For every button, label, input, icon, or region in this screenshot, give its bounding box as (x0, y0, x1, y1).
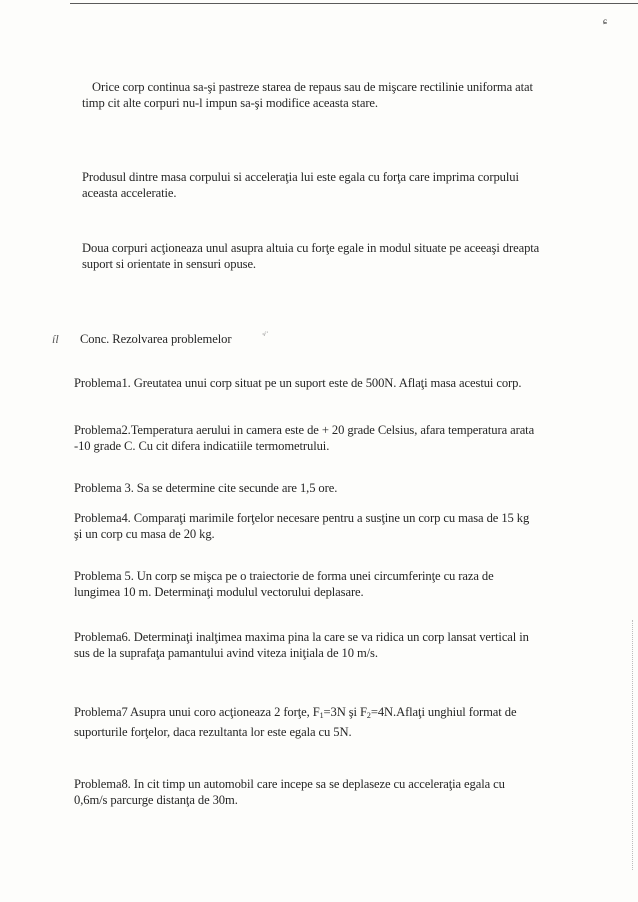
law3-line2: suport si orientate in sensuri opuse. (82, 257, 256, 271)
problem-6 (74, 629, 529, 661)
problem-7 (74, 704, 516, 740)
law2-line2: aceasta acceleratie. (82, 186, 177, 200)
problem-6-line2: sus de la suprafaţa pamantului avind viteza iniţiala de 10 m/s. (74, 646, 378, 660)
problem-6-line1: Problema6. Determinaţi inalţimea maxima pina la care se va ridica un corp lansat vertical in (74, 630, 529, 644)
law3-line1: Doua corpuri acţioneaza unul asupra altuia cu forţe egale in modul situate pe aceeaşi dreapta (82, 241, 540, 255)
problem-2-line2: -10 grade C. Cu cit difera indicatiile termometrului. (74, 439, 330, 453)
problem-3 (74, 480, 337, 496)
problem-8-line1: Problema8. In cit timp un automobil care incepe sa se deplaseze cu acceleraţia egala cu (74, 777, 505, 791)
law1-line1: Orice corp continua sa-şi pastreze starea de repaus sau de mişcare rectilinie uniforma atat (92, 80, 533, 94)
problem-3-line1: Problema 3. Sa se determine cite secunde are 1,5 ore. (74, 481, 338, 495)
force-2-subscript: 2 (366, 711, 371, 720)
corner-mark: ɕ (603, 16, 607, 26)
problem-8 (74, 776, 505, 808)
problem-5-line2: lungimea 10 m. Determinaţi modulul vectorului deplasare. (74, 585, 364, 599)
problem-2-line1: Problema2.Temperatura aerului in camera este de + 20 grade Celsius, afara temperatura arata (74, 423, 535, 437)
top-rule (70, 3, 638, 4)
law3-paragraph (82, 240, 539, 272)
problem-7-line2: suporturile forţelor, daca rezultanta lor este egala cu 5N. (74, 725, 352, 739)
problem-1 (74, 375, 521, 391)
side-note: ·ʲ˙ (262, 330, 268, 339)
margin-marker: íl (52, 332, 59, 346)
law1-line2: timp cit alte corpuri nu-l impun sa-şi modifice aceasta stare. (82, 96, 378, 110)
problem-8-line2: 0,6m/s parcurge distanţa de 30m. (74, 793, 238, 807)
section-heading-text: Conc. Rezolvarea problemelor (80, 332, 232, 346)
scan-edge (632, 620, 633, 870)
problem-7-line1-part-b: =3N şi F (323, 705, 367, 719)
problem-5 (74, 568, 494, 600)
section-heading (80, 331, 231, 347)
problem-2 (74, 422, 534, 454)
problem-4-line2: şi un corp cu masa de 20 kg. (74, 527, 215, 541)
problem-7-line1 (74, 704, 516, 724)
problem-7-line1-part-a: Problema7 Asupra unui coro acţioneaza 2 forţe, F (74, 705, 320, 719)
law2-paragraph (82, 169, 519, 201)
problem-4 (74, 510, 529, 542)
problem-4-line1: Problema4. Comparaţi marimile forţelor necesare pentru a susţine un corp cu masa de 15 kg (74, 511, 530, 525)
problem-7-line1-part-c: =4N.Aflaţi unghiul format de (370, 705, 517, 719)
problem-1-line1: Problema1. Greutatea unui corp situat pe un suport este de 500N. Aflaţi masa acestui corp. (74, 376, 522, 390)
law1-paragraph (82, 79, 533, 111)
problem-5-line1: Problema 5. Un corp se mişca pe o traiectorie de forma unei circumferinţe cu raza de (74, 569, 494, 583)
law2-line1: Produsul dintre masa corpului si acceleraţia lui este egala cu forţa care imprima corpului (82, 170, 519, 184)
force-1-subscript: 1 (319, 711, 324, 720)
